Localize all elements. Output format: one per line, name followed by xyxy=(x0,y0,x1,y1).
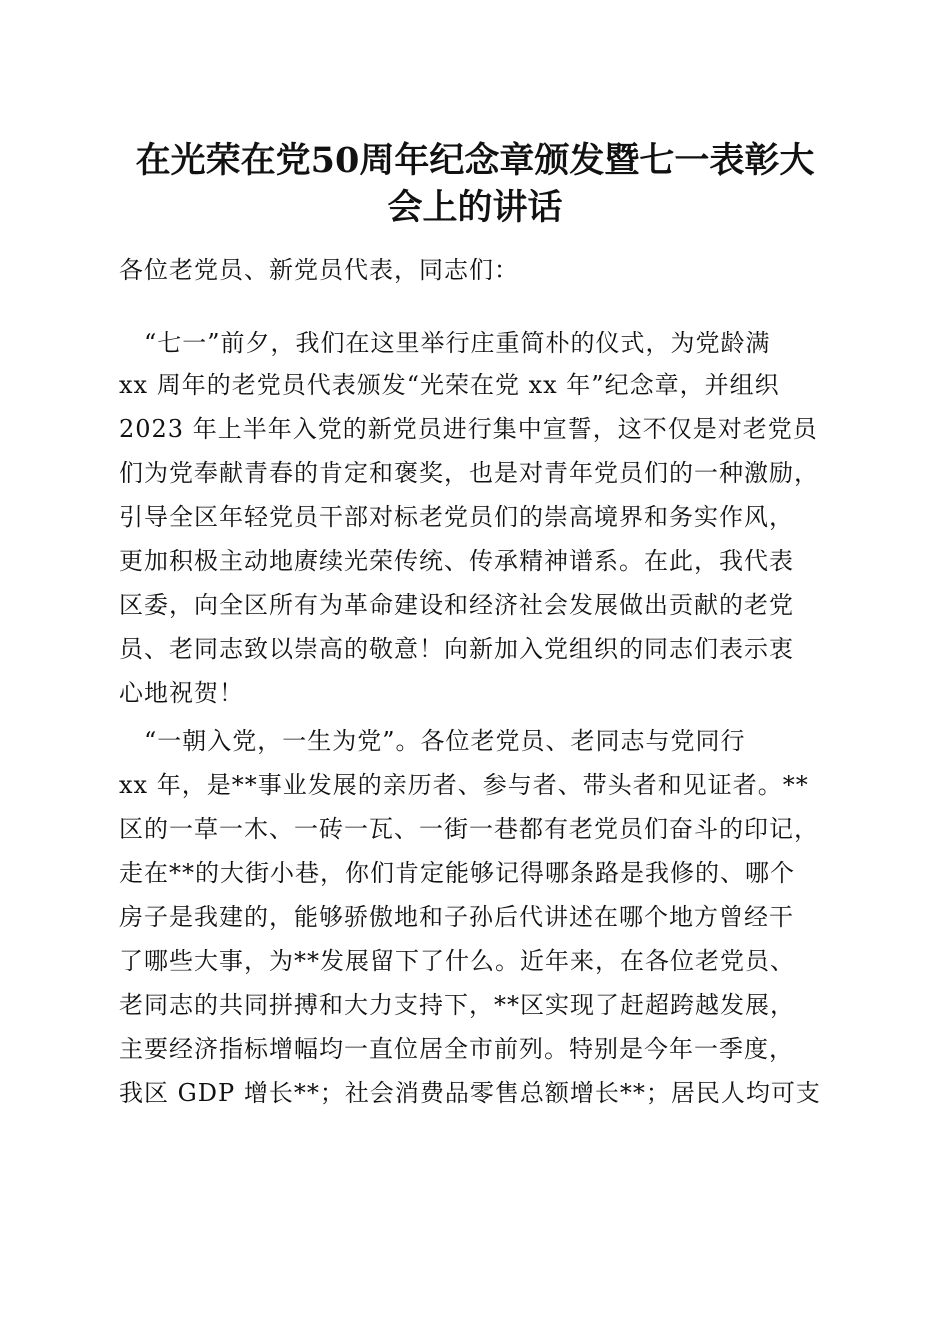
body-line: 员、老同志致以崇高的敬意！向新加入党组织的同志们表示衷 xyxy=(119,635,794,663)
body-line: 更加积极主动地赓续光荣传统、传承精神谱系。在此，我代表 xyxy=(119,547,794,575)
document-title-line-1: 在光荣在党50周年纪念章颁发暨七一表彰大 xyxy=(135,140,815,181)
body-line: 我区 GDP 增长**；社会消费品零售总额增长**；居民人均可支 xyxy=(119,1079,821,1107)
body-line: 引导全区年轻党员干部对标老党员们的崇高境界和务实作风， xyxy=(119,503,794,531)
body-line: 了哪些大事，为**发展留下了什么。近年来，在各位老党员、 xyxy=(119,947,795,975)
body-line: 们为党奉献青春的肯定和褒奖，也是对青年党员们的一种激励， xyxy=(119,459,819,487)
body-line: 2023 年上半年入党的新党员进行集中宣誓，这不仅是对老党员 xyxy=(119,415,818,443)
body-line: xx 周年的老党员代表颁发“光荣在党 xx 年”纪念章，并组织 xyxy=(119,371,780,399)
body-line: 房子是我建的，能够骄傲地和子孙后代讲述在哪个地方曾经干 xyxy=(119,903,794,931)
body-line: “一朝入党，一生为党”。各位老党员、老同志与党同行 xyxy=(119,727,746,755)
body-line: 主要经济指标增幅均一直位居全市前列。特别是今年一季度， xyxy=(119,1035,794,1063)
body-line: 区的一草一木、一砖一瓦、一街一巷都有老党员们奋斗的印记， xyxy=(119,815,819,843)
salutation: 各位老党员、新党员代表，同志们： xyxy=(119,256,519,284)
body-line: 区委，向全区所有为革命建设和经济社会发展做出贡献的老党 xyxy=(119,591,794,619)
body-line: 走在**的大街小巷，你们肯定能够记得哪条路是我修的、哪个 xyxy=(119,859,795,887)
document-title-line-2: 会上的讲话 xyxy=(387,187,563,228)
body-line: “七一”前夕，我们在这里举行庄重简朴的仪式，为党龄满 xyxy=(119,329,771,357)
body-line: xx 年，是**事业发展的亲历者、参与者、带头者和见证者。** xyxy=(119,771,809,799)
body-line: 老同志的共同拼搏和大力支持下，**区实现了赶超跨越发展， xyxy=(119,991,795,1019)
body-line: 心地祝贺！ xyxy=(119,679,244,707)
